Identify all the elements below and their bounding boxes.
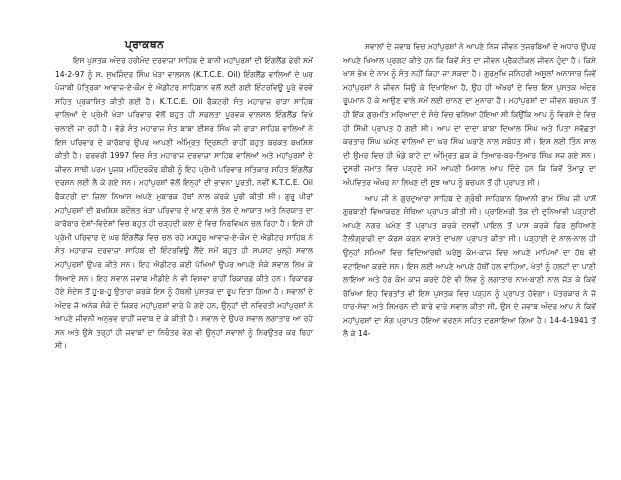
date-text: 14-4-1941	[549, 315, 589, 325]
right-paragraph-1: ਸਵਾਲਾਂ ਦੇ ਜਵਾਬ ਵਿਚ ਮਹਾਂਪੁਰਸ਼ਾਂ ਨੇ ਆਪਣੇ ਨਿਜ ਜੀਵਨ ਤਜਰਬਿਆਂ ਦੇ ਅਧਾਰ ਉਪਰ ਆਪਣੇ ਖਿਆਲ ਪ੍ਰਗਟ ਕੀਤੇ ਹਨ ਕਿ ਕਿਵੇਂ ਸੰਤ ਦਾ ਜੀਵਨ ਪ੍ਰੈਕਟੀਕਲ ਜੀਵਨ ਹੁੰਦਾ ਹੈ। ਕਿਸੇ ਖਾਸ ਭੇਖ ਦੇ ਨਾਮ ਨੂੰ ਸੰਤ ਨਹੀਂ ਕਿਹਾ ਜਾ ਸਕਦਾ ਹੈ। ਗੁਰਮੁਖਿ ਜਨਿਹਰੀ ਅਸੂਲਾਂ ਅਨਾਸਾਰ ਜਿਵੇਂ ਮਹਾਂਪੁਰਸ਼ਾਂ ਨੇ ਜੀਵਨ ਜਿਉ ਕੇ ਦਿਖਾਇਆ ਹੈ, ਉਹ ਹੀ ਅੱਖਰਾਂ ਦੇ ਵਿਚ ਇਸ ਪੁਸਤਕ ਅੰਦਰ ਰੂਪਮਾਨ ਹੋ ਕੇ ਆਉਣ ਵਾਲੇ ਸਮੇਂ ਲਈ ਚਾਨਣ ਦਾ ਮੁਨਾਰਾ ਹੈ। ਮਹਾਂਪੁਰਸ਼ਾਂ ਦਾ ਜੀਵਨ ਬਚਪਨ ਤੋਂ ਹੀ ਇੱਕ ਗੁਰਮਤਿ ਮਰਿਆਦਾ ਦੇ ਸੰਚੇ ਵਿਚ ਢਲਿਆ ਹੋਇਆ ਸੀ ਕਿਉਂਕਿ ਆਪ ਨੂੰ ਵਿਰਸੇ ਦੇ ਵਿਚ ਹੀ ਸਿੱਖੀ ਪ੍ਰਾਪਤ ਹੋ ਗਈ ਸੀ। ਆਪ ਦਾ ਦਾਦਾ ਬਾਬਾ ਦਿਆਲ ਸਿੰਘ ਅਤੇ ਪਿਤਾ ਸਵੱਛਤਾ ਕਰਤਾਰ ਸਿੰਘ ਘਮੇਣ ਵਾਲਿਆਂ ਦਾ ਘਰ ਸਿੰਘ ਘਰਾਣੇ ਨਾਲ ਸਬੰਧਤ ਸੀ। ਇਸ ਲਈ ਤਿੰਨ ਸਾਲ ਦੀ ਉਮਰ ਵਿਚ ਹੀ ਖੰਡੇ ਬਾਟੇ ਦਾ ਅੰਮ੍ਰਿਤ ਛਕ ਕੇ ਤਿਆਰ-ਬਰ-ਤਿਆਰ ਸਿੰਘ ਸਜ ਗਏ ਸਨ। ਦੂਸਰੀ ਜਮਾਤ ਵਿਚ ਪੜ੍ਹਦੇ ਸਮੇਂ ਆਪਣੀ ਮਿਸਾਲ ਆਪ ਦਿੰਦੇ ਹਨ ਕਿ ਕਿਵੇਂ ਤੰਮਾਕੂ ਦਾ ਅੰਪਵਿਤਰ ਔਖਰ ਨਾ ਲਿਖਣ ਦੀ ਸੂਝ ਆਪ ਨੂੰ ਬਚਪਨ ਤੋਂ ਹੀ ਪ੍ਰਾਪਤ ਸੀ।	[343, 42, 596, 187]
left-column	[55, 38, 313, 353]
left-paragraph: ਇਸ ਪੁਸਤਕ ਅੰਦਰ ਹਰੀਮੰਦ ਦਰਵਾਜ਼ਾ ਸਾਹਿਬ ਦੇ ਬਾਨੀ ਮਹਾਂਪੁਰਸ਼ਾਂ ਦੀ ਇੰਗਲੈਂਡ ਫੇਰੀ ਸਮੇਂ 14-2-97 ਨੂੰ ਸ. ਸੁਖਜਿੰਦਰ ਸਿੰਘ ਖੇੜਾ ਵਾਲਸਲ (K.T.C.E. Oil) ਇੰਗਲੈਂਡ ਵਾਲਿਆਂ ਦੇ ਘਰ ਪੰਜਾਬੀ ਪੱਤ੍ਰਿਕਾ ਆਵਾਜ਼-ਏ-ਕੌਮ ਦੇ ਐਡੀਟਰ ਸਾਹਿਬਾਨ ਵਲੋਂ ਲਈ ਗਈ ਇੰਟਰਵਿਊ ਪੂਰੇ ਵੇਰਵੇ ਸਹਿਤ ਪ੍ਰਕਾਸ਼ਿਤ ਕੀਤੀ ਗਈ ਹੈ। K.T.C.E. Oil ਫੈਕਟਰੀ ਸੰਤ ਮਹਾਰਾਜ ਰਾੜਾ ਸਾਹਿਬ ਵਾਲਿਆਂ ਦੇ ਪ੍ਰੇਮੀ ਖੇੜਾ ਪਰਿਵਾਰ ਵੱਲੋਂ ਬਹੁਤ ਹੀ ਸਫਲਤਾ ਪੂਰਵਕ ਵਾਲਸਲ ਇੰਗਲੈਂਡ ਵਿਖੇ ਚਲਾਈ ਜਾ ਰਹੀ ਹੈ। ਵੱਡੇ ਸੰਤ ਮਹਾਰਾਜ ਸੰਤ ਬਾਬਾ ਈਸ਼ਰ ਸਿੰਘ ਜੀ ਰਾੜਾ ਸਾਹਿਬ ਵਾਲਿਆਂ ਨੇ ਇਸ ਪਰਿਵਾਰ ਦੇ ਕਾਰੋਬਾਰ ਉਪਰ ਆਪਣੀ ਅੰਮ੍ਰਿਤ ਦ੍ਰਿਸ਼ਟੀ ਰਾਹੀਂ ਬਹੁਤ ਬਰਕਤ ਬਖਸ਼ਿਸ਼ ਕੀਤੀ ਹੈ। ਫਰਵਰੀ 1997 ਵਿਚ ਸੰਤ ਮਹਾਰਾਜ ਦਰਵਾਜ਼ਾ ਸਾਹਿਬ ਵਾਲਿਆਂ ਅਤੇ ਮਹਾਂਪੁਰਸ਼ਾਂ ਦੇ ਜੀਵਨ ਸਾਥੀ ਪਰਮ ਪੂਜਯ ਮਹਿੰਦਰਕੌਰ ਬੀਬੀ ਨੂੰ ਇਹ ਪ੍ਰੇਮੀ ਪਰਿਵਾਰ ਸਤਿਕਾਰ ਸਹਿਤ ਇੰਗਲੈਂਡ ਦਰਸ਼ਨ ਲਈ ਲੈ ਕੇ ਗਏ ਸਨ। ਮਹਾਂਪੁਰਸ਼ਾਂ ਵੱਲੋਂ ਇਨ੍ਹਾਂ ਦੀ ਭਾਵਨਾ ਪੂਰਤੀ, ਨਵੀਂ K.T.C.E. Oil ਫੈਕਟਰੀ ਦਾ ਜ਼ਿਲਾ ਨਿਆਸ ਅਪਣੇ ਮੁਬਾਰਕ ਹੱਥਾਂ ਨਾਲ ਕਰਕੇ ਪੂਰੀ ਕੀਤੀ ਸੀ। ਗੁਰੂ ਪੀਰਾਂ ਮਹਾਂਪੁਰਸ਼ਾਂ ਦੀ ਬਖਸ਼ਿਸ਼ ਬਦੌਲਤ ਖੇੜਾ ਪਰਿਵਾਰ ਦੇ ਖਾਣ ਵਾਲੇ ਤੇਲ ਦੇ ਆਯਾਤ ਅਤੇ ਨਿਰਯਾਤ ਦਾ ਕਾਰੋਬਾਰ ਦੇਸ਼ਾਂ-ਵਿਦੇਸ਼ਾਂ ਵਿਚ ਬਹੁਤ ਹੀ ਚੜ੍ਹਦੀ ਕਲਾ ਦੇ ਵਿਚ ਨਿਰਵਿਘਨ ਚਲ ਰਿਹਾ ਹੈ। ਇਸੇ ਹੀ ਪ੍ਰੇਮੀ ਪਰਿਵਾਰ ਦੇ ਘਰ ਇੰਗਲੈਂਡ ਵਿਚ ਚਲ ਰਹੇ ਮਸ਼ਹੂਰ ਆਵਾਜ਼-ਏ-ਕੌਮ ਦੇ ਐਡੀਟਰ ਸਾਹਿਬ ਨੇ ਸੰਤ ਮਹਾਰਾਜ ਦਰਵਾਜ਼ਾ ਸਾਹਿਬ ਦੀ ਇੰਟਰਵਿਊ ਲੈਂਦੇ ਸਮੇਂ ਬਹੁਤ ਹੀ ਸਪਸ਼ਟ ਖੁਲ੍ਹੇ ਸਵਾਲ ਮਹਾਂਪੁਰਸ਼ਾਂ ਉਪਰ ਕੀਤੇ ਸਨ। ਇਹ ਐਡੀਟਰ ਕਈ ਪੱਖਿਆਂ ਉਪਰ ਆਪਣੇ ਸ਼ੰਕੇ ਸਵਾਲ ਲਿਖ ਕੇ ਲਿਆਏ ਸਨ। ਇਹ ਸਵਾਲ ਜਵਾਬ ਮੀਡੀਏ ਨੇ ਵੀ ਵਿਸ਼ਵਾ ਰਾਹੀਂ ਰਿਕਾਰਡ ਕੀਤੇ ਹਨ। ਰਿਕਾਰਡ ਹੋਏ ਸੰਦੇਸ ਤੋਂ ਹੂ-ਬ-ਹੂ ਉਤਾਰਾ ਕਰਕੇ ਇਸ ਨੂੰ ਹੱਥਲੀ ਪੁਸਤਕ ਦਾ ਰੂਪ ਦਿਤਾ ਗਿਆ ਹੈ। ਸਵਾਲਾਂ ਦੇ ਅੰਦਰ ਜੋ ਅਨੇਕ ਸ਼ੰਕੇ ਦੇ ਜ਼ਿਕਰ ਮਹਾਂਪੁਰਸ਼ਾਂ ਵਾਰੇ ਪੈ ਗਏ ਹਨ, ਉਨ੍ਹਾਂ ਦੀ ਨਵਿਰਤੀ ਮਹਾਂਪੁਰਸ਼ਾਂ ਨੇ ਆਪਣੇ ਜੀਵਨੀ ਅਨੁਭਵ ਰਾਹੀਂ ਜਵਾਬ ਦੇ ਕੇ ਕੀਤੀ ਹੈ। ਸਵਾਲ ਦੇ ਉਪਰ ਸਵਾਲ ਲਗਾਤਾਰ ਆ ਰਹੇ ਸਨ ਅਤੇ ਉਸੇ ਤਰ੍ਹਾਂ ਹੀ ਜਵਾਬਾਂ ਦਾ ਨਿਰੰਤਰ ਵੇਗ ਵੀ ਉਨ੍ਹਾਂ ਸਵਾਲਾਂ ਨੂੰ ਨਿਰਉਤਰ ਕਰ ਰਿਹਾ ਸੀ।	[55, 56, 313, 351]
right-paragraph-2-tail: ਤੋਂ ਲੈ ਕੇ 14-	[343, 315, 596, 339]
right-column	[343, 40, 596, 341]
right-paragraph-2-text: ਆਪ ਜੀ ਨੇ ਗੁਰਦੁਆਰਾ ਸਾਹਿਬ ਦੇ ਗ੍ਰੰਥੀ ਸਾਹਿਬਾਨ ਗਿਆਨੀ ਰਾਮ ਸਿੰਘ ਜੀ ਪਾਸੋਂ ਗੁਰਬਾਣੀ ਵਿਆਕਰਣ ਸੰਥਿਆ ਪ੍ਰਾਪਤ ਕੀਤੀ ਸੀ। ਪ੍ਰਾਇਮਰੀ ਤੱਕ ਦੀ ਦੁਨਿਆਵੀ ਪੜ੍ਹਾਈ ਆਪਣੇ ਨਗਰ ਘਮੇਣ ਤੋਂ ਪ੍ਰਾਪਤ ਕਰਕੇ ਦਸਵੀਂ ਪਾਇਲ ਤੋਂ ਪਾਸ ਕਰਕੇ ਫਿਰ ਲੁਧਿਆਣੇ ਟੈਲੀਗ੍ਰਾਫੀ ਦਾ ਕੋਰਸ ਕਰਨ ਵਾਸਤੇ ਦਾਖਲਾ ਪ੍ਰਾਪਤ ਕੀਤਾ ਸੀ। ਪੜ੍ਹਾਈ ਦੇ ਨਾਲ-ਨਾਲ ਹੀ ਉਨ੍ਹਾਂ ਸਮਿਆਂ ਵਿਚ ਵਿਦਿਆਰਥੀ ਘਰੇਲੂ ਕੰਮ-ਕਾਜ ਵਿਚ ਆਪਣੇ ਮਾਪਿਆਂ ਦਾ ਹੱਥ ਵੀ ਵਟਾਇਆ ਕਰਦੇ ਸਨ। ਇਸ ਲਈ ਆਪਣੇ ਆਪਣੇ ਹੱਥੀਂ ਹਲ ਵਾਹਿਆ, ਖੇਤਾਂ ਨੂੰ ਹਲਟਾਂ ਦਾ ਪਾਣੀ ਲਾਇਆ ਅਤੇ ਹੋਰ ਕੰਮ ਕਾਜ ਕਰਦੇ ਹੋਏ ਵੀ ਲਿਵ ਨੂੰ ਲਗਾਤਾਰ ਨਾਮ-ਬਾਣੀ ਨਾਲ ਜੋੜ ਕੇ ਕਿਵੇਂ ਰੱਖਿਆ ਇਹ ਵਿਰਤਾਂਤ ਵੀ ਇਸ ਪੁਸਤਕ ਵਿਚ ਪੜ੍ਹਨ ਨੂੰ ਪ੍ਰਾਪਤ ਹੋਵੇਗਾ। ਪੱਤਰਕਾਰ ਨੇ ਜੋ ਧਾਰ-ਸੇਵਾ ਅਤੇ ਸਿਮਰਨ ਦੀ ਬਾਰੇ ਵਾਰੇ ਸਵਾਲ ਕੀਤਾ ਸੀ, ਉਸ ਦੇ ਜਵਾਬ ਅੰਦਰ ਆਪ ਨੇ ਕਿਵੇਂ ਮਹਾਂਪੁਰਸ਼ਾਂ ਦਾ ਸੰਗ ਪ੍ਰਾਪਤ ਹੋਇਆ ਵਰਣਨ ਸਹਿਤ ਦਰਸਾਇਆ ਗਿਆ ਹੈ।	[343, 193, 596, 325]
page-heading: ਪ੍ਰਾਕਥਨ	[125, 39, 165, 51]
right-paragraph-2	[343, 192, 596, 342]
